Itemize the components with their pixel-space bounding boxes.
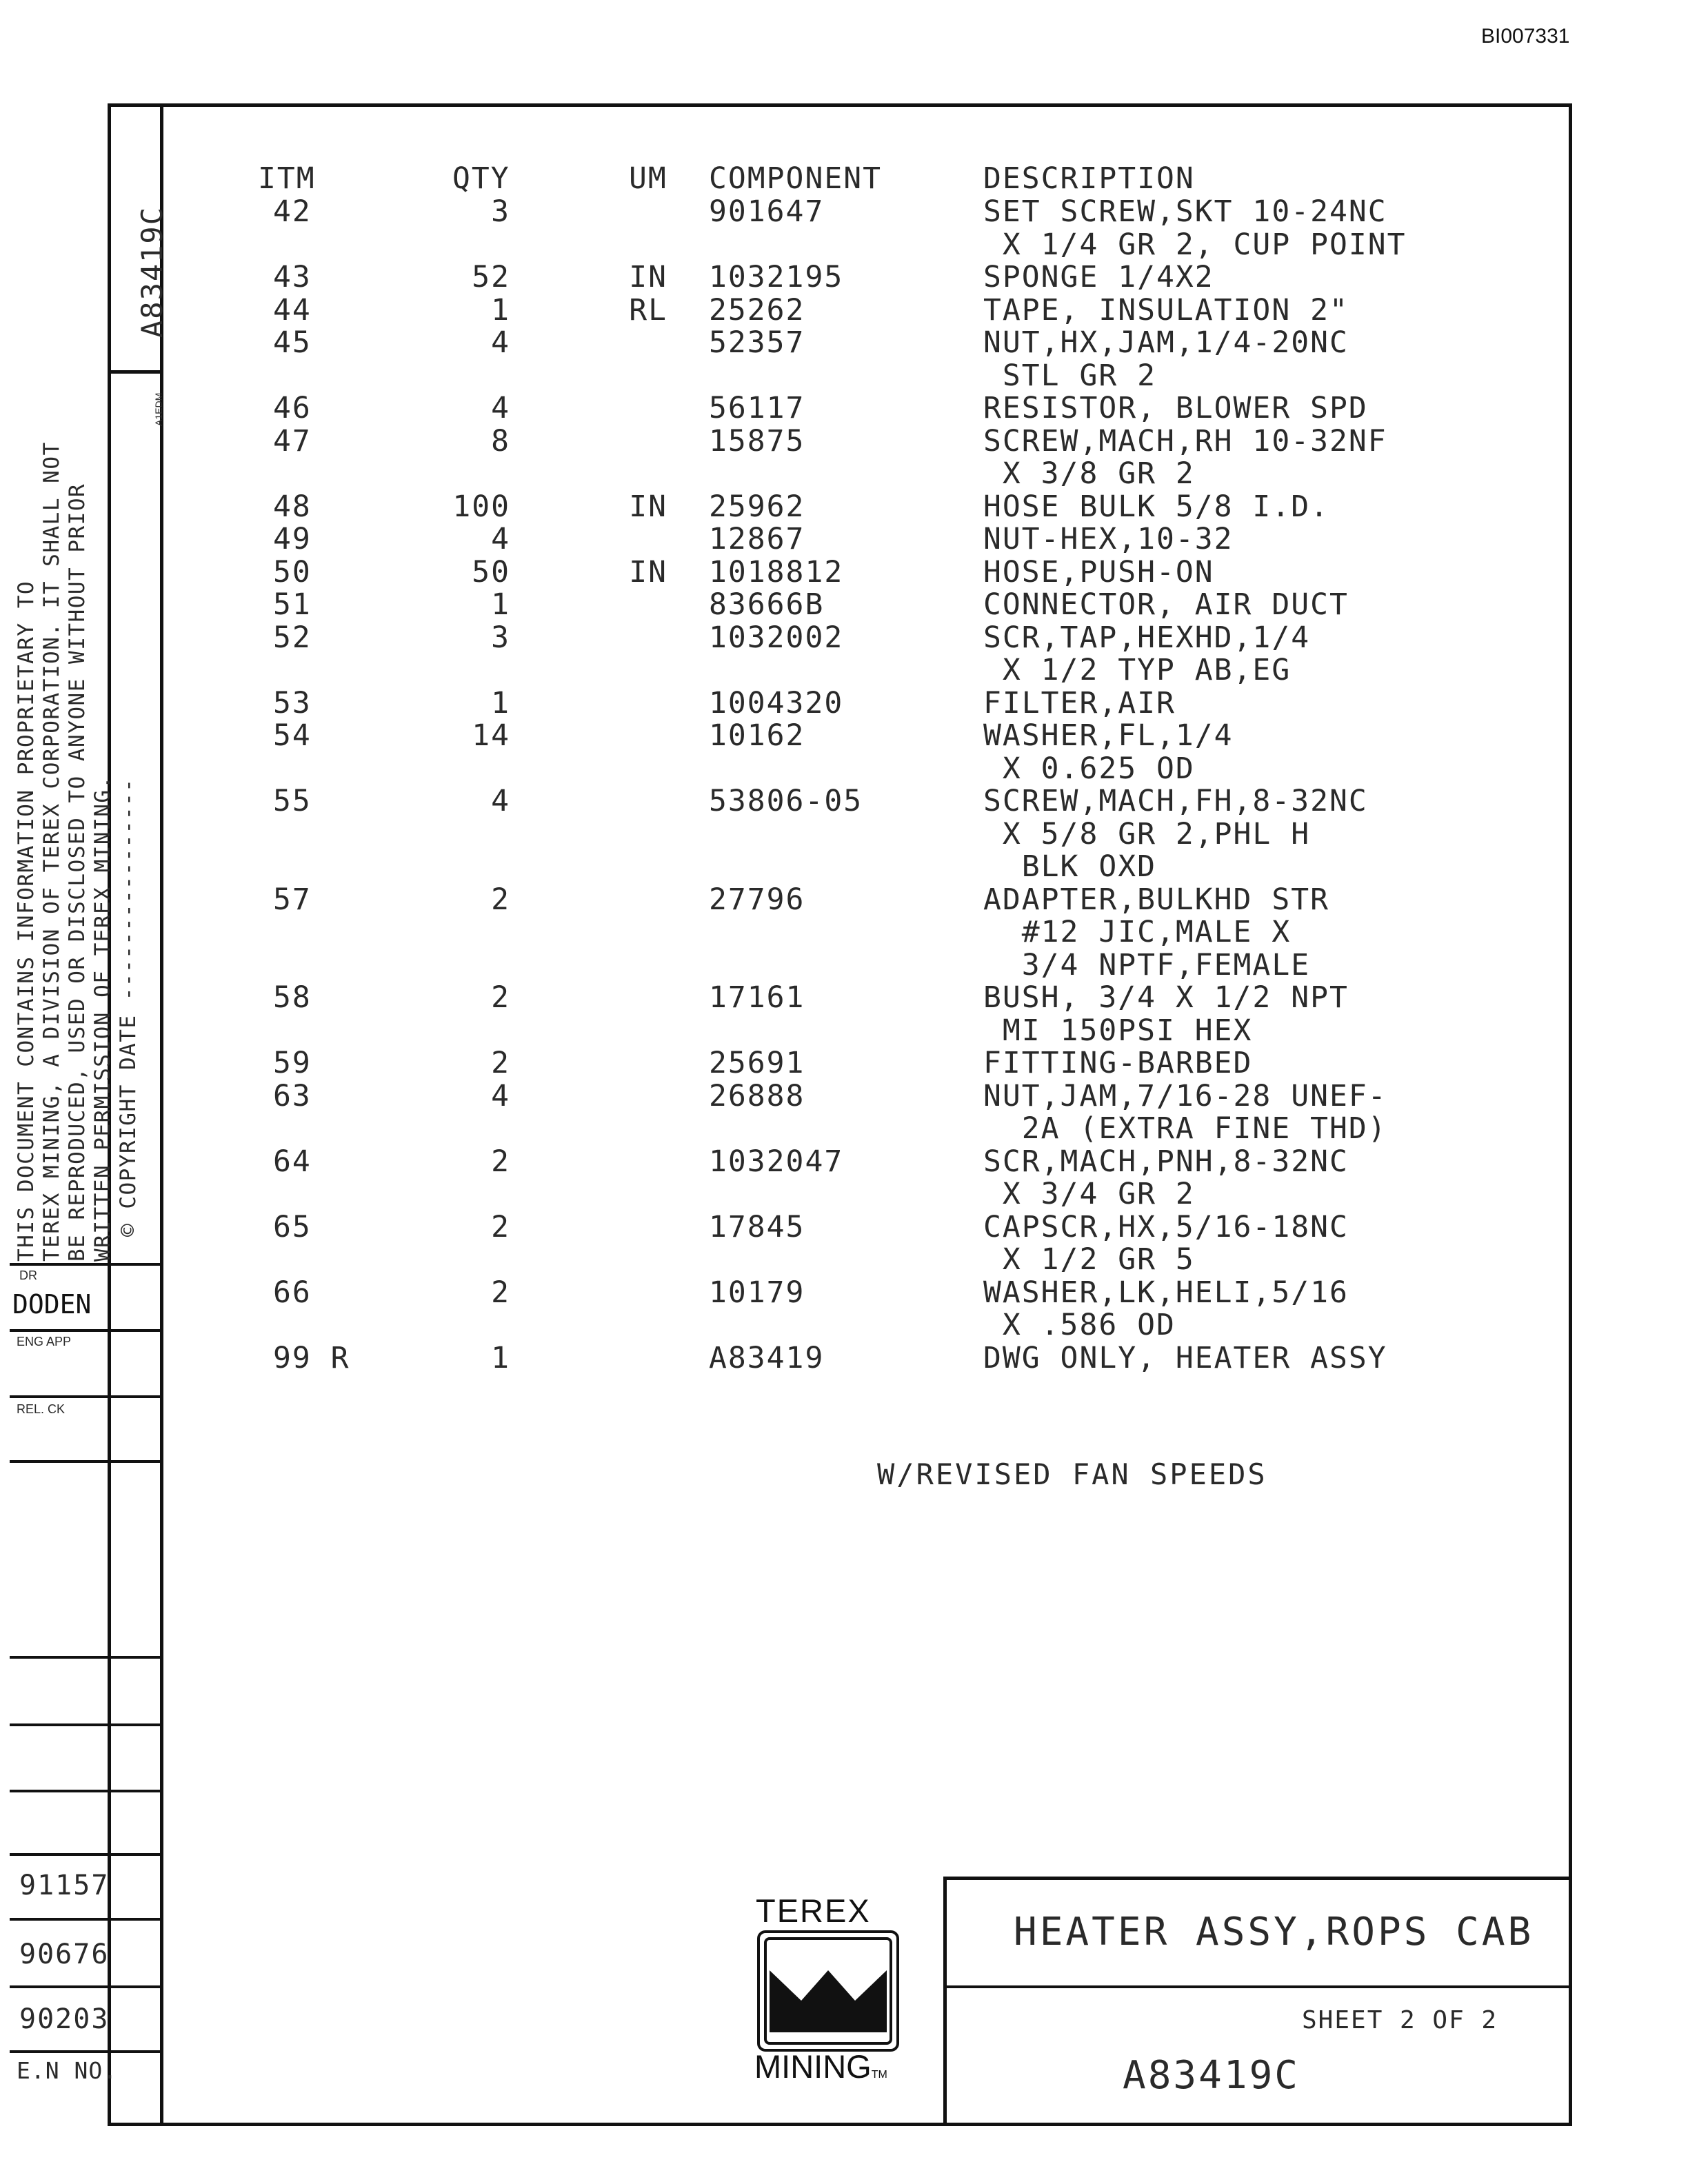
description-line: X 5/8 GR 2,PHL H — [983, 816, 1311, 851]
revision-number: 90203 — [19, 2003, 110, 2035]
proprietary-notice — [14, 441, 141, 1262]
quantity: 2 — [491, 1209, 510, 1244]
description-line: SPONGE 1/4X2 — [983, 260, 1214, 294]
description-line: HOSE,PUSH-ON — [983, 554, 1214, 589]
dr-label: DR — [19, 1268, 37, 1282]
title-block-divider — [943, 1985, 1572, 1988]
document-id: BI007331 — [1481, 25, 1570, 48]
description-line: MI 150PSI HEX — [983, 1013, 1253, 1048]
divider-line — [10, 1263, 163, 1266]
item-number: 57 — [273, 882, 312, 917]
quantity: 1 — [491, 292, 510, 327]
item-number: 50 — [273, 554, 312, 589]
divider-line — [10, 1918, 163, 1921]
component-number: 1018812 — [709, 554, 844, 589]
unit-of-measure: IN — [629, 489, 667, 524]
item-number: 66 — [273, 1275, 312, 1310]
component-number: 56117 — [709, 391, 805, 425]
item-number: 55 — [273, 784, 312, 818]
unit-of-measure: IN — [629, 554, 667, 589]
component-number: 901647 — [709, 194, 825, 229]
description-line: FILTER,AIR — [983, 685, 1176, 720]
description-line: HOSE BULK 5/8 I.D. — [983, 489, 1329, 524]
quantity: 8 — [491, 423, 510, 458]
description-line: SCREW,MACH,FH,8-32NC — [983, 784, 1368, 818]
item-number: 65 — [273, 1209, 312, 1244]
notice-line: THIS DOCUMENT CONTAINS INFORMATION PROPRIETARY TO — [14, 580, 39, 1262]
quantity: 1 — [491, 1340, 510, 1375]
en-no-label: E.N NO. — [17, 2057, 118, 2084]
notice-line: WRITTEN PERMISSION OF TEREX MINING. — [90, 775, 115, 1262]
quantity: 52 — [472, 260, 510, 294]
description-line: SCREW,MACH,RH 10-32NF — [983, 423, 1387, 458]
item-number: 52 — [273, 620, 312, 655]
description-line: X 1/2 GR 5 — [983, 1242, 1195, 1277]
item-number: 43 — [273, 260, 312, 294]
component-number: 27796 — [709, 882, 805, 917]
quantity: 4 — [491, 522, 510, 556]
component-number: 83666B — [709, 587, 825, 622]
divider-line — [10, 1790, 163, 1792]
qty-header: QTY — [452, 161, 510, 196]
trademark-mark: TM — [871, 2069, 887, 2081]
quantity: 50 — [472, 554, 510, 589]
description-line: DWG ONLY, HEATER ASSY — [983, 1340, 1387, 1375]
revision-note: W/REVISED FAN SPEEDS — [877, 1457, 1267, 1491]
divider-line — [10, 1985, 163, 1988]
description-line: NUT,JAM,7/16-28 UNEF- — [983, 1078, 1387, 1113]
description-line: X 0.625 OD — [983, 751, 1195, 786]
item-number: 44 — [273, 292, 312, 327]
component-number: 1004320 — [709, 685, 844, 720]
item-number: 53 — [273, 685, 312, 720]
notice-line: TEREX MINING, A DIVISION OF TEREX CORPORATION. IT SHALL NOT — [39, 441, 64, 1262]
drawing-number: A83419C — [1123, 2053, 1300, 2098]
description-line: 2A (EXTRA FINE THD) — [983, 1111, 1387, 1146]
quantity: 4 — [491, 391, 510, 425]
component-number: 25691 — [709, 1046, 805, 1080]
item-number: 64 — [273, 1144, 312, 1179]
item-number: 51 — [273, 587, 312, 622]
item-number: 59 — [273, 1046, 312, 1080]
description-line: FITTING-BARBED — [983, 1046, 1253, 1080]
description-line: X 1/2 TYP AB,EG — [983, 653, 1292, 687]
divider-line — [10, 1853, 163, 1856]
logo-mining-text: MINING — [754, 2048, 872, 2085]
description-line: CAPSCR,HX,5/16-18NC — [983, 1209, 1349, 1244]
notice-line: © COPYRIGHT DATE ---------------- — [116, 778, 141, 1237]
description-line: SCR,MACH,PNH,8-32NC — [983, 1144, 1349, 1179]
eng-app-label: ENG APP — [17, 1335, 72, 1348]
quantity: 3 — [491, 194, 510, 229]
description-header: DESCRIPTION — [983, 161, 1195, 196]
revision-number: 90676 — [19, 1939, 110, 1970]
item-number: 54 — [273, 718, 312, 753]
notice-line: BE REPRODUCED, USED OR DISCLOSED TO ANYONE WITHOUT PRIOR — [65, 483, 90, 1262]
component-number: 25962 — [709, 489, 805, 524]
terex-crown-logo-icon — [756, 1929, 901, 2053]
item-number: 47 — [273, 423, 312, 458]
description-line: WASHER,FL,1/4 — [983, 718, 1234, 753]
logo-wordmark-mining — [754, 2048, 887, 2085]
component-number: 10179 — [709, 1275, 805, 1310]
description-line: NUT-HEX,10-32 — [983, 522, 1234, 556]
component-number: 17161 — [709, 980, 805, 1015]
unit-of-measure: IN — [629, 260, 667, 294]
description-line: NUT,HX,JAM,1/4-20NC — [983, 325, 1349, 360]
quantity: 100 — [452, 489, 510, 524]
unit-of-measure: RL — [629, 292, 667, 327]
item-number: 99 R — [273, 1340, 350, 1375]
quantity: 2 — [491, 1144, 510, 1179]
quantity: 2 — [491, 1275, 510, 1310]
component-number: 10162 — [709, 718, 805, 753]
sheet-number: SHEET 2 OF 2 — [1302, 2006, 1498, 2034]
item-number: 45 — [273, 325, 312, 360]
quantity: 2 — [491, 1046, 510, 1080]
description-line: CONNECTOR, AIR DUCT — [983, 587, 1349, 622]
description-line: BUSH, 3/4 X 1/2 NPT — [983, 980, 1349, 1015]
item-number: 49 — [273, 522, 312, 556]
drafter-name: DODEN — [12, 1289, 92, 1320]
component-number: 1032047 — [709, 1144, 844, 1179]
component-number: 1032195 — [709, 260, 844, 294]
component-number: A83419 — [709, 1340, 825, 1375]
item-number: 42 — [273, 194, 312, 229]
quantity: 14 — [472, 718, 510, 753]
component-number: 12867 — [709, 522, 805, 556]
drawing-number-vertical: A83419C — [135, 205, 169, 338]
description-line: #12 JIC,MALE X — [983, 915, 1292, 949]
description-line: X 3/4 GR 2 — [983, 1177, 1195, 1211]
logo-wordmark-terex: TEREX — [756, 1892, 871, 1929]
description-line: WASHER,LK,HELI,5/16 — [983, 1275, 1349, 1310]
sheet-size-marker: A1EDM — [153, 392, 164, 426]
component-number: 53806-05 — [709, 784, 863, 818]
description-line: X 3/8 GR 2 — [983, 456, 1195, 491]
divider-line — [10, 1656, 163, 1659]
component-number: 1032002 — [709, 620, 844, 655]
item-number: 46 — [273, 391, 312, 425]
rel-ck-label: REL. CK — [17, 1402, 66, 1416]
item-number: 58 — [273, 980, 312, 1015]
quantity: 1 — [491, 685, 510, 720]
description-line: X 1/4 GR 2, CUP POINT — [983, 227, 1407, 262]
divider-line — [10, 1723, 163, 1726]
item-number: 48 — [273, 489, 312, 524]
divider-line — [10, 1329, 163, 1332]
quantity: 4 — [491, 325, 510, 360]
quantity: 2 — [491, 980, 510, 1015]
component-header: COMPONENT — [709, 161, 882, 196]
divider-line — [10, 1395, 163, 1398]
description-line: STL GR 2 — [983, 358, 1156, 393]
um-header: UM — [629, 161, 667, 196]
divider-line — [10, 1460, 163, 1463]
component-number: 15875 — [709, 423, 805, 458]
quantity: 1 — [491, 587, 510, 622]
divider-line — [10, 2050, 163, 2053]
component-number: 26888 — [709, 1078, 805, 1113]
description-line: SCR,TAP,HEXHD,1/4 — [983, 620, 1311, 655]
component-number: 52357 — [709, 325, 805, 360]
description-line: ADAPTER,BULKHD STR — [983, 882, 1329, 917]
description-line: TAPE, INSULATION 2" — [983, 292, 1349, 327]
quantity: 2 — [491, 882, 510, 917]
description-line: 3/4 NPTF,FEMALE — [983, 947, 1311, 982]
description-line: SET SCREW,SKT 10-24NC — [983, 194, 1387, 229]
quantity: 4 — [491, 784, 510, 818]
drawing-title: HEATER ASSY,ROPS CAB — [1014, 1910, 1534, 1954]
description-line: RESISTOR, BLOWER SPD — [983, 391, 1368, 425]
component-number: 25262 — [709, 292, 805, 327]
component-number: 17845 — [709, 1209, 805, 1244]
itm-header: ITM — [258, 161, 316, 196]
quantity: 4 — [491, 1078, 510, 1113]
quantity: 3 — [491, 620, 510, 655]
item-number: 63 — [273, 1078, 312, 1113]
revision-number: 91157 — [19, 1870, 110, 1901]
description-line: X .586 OD — [983, 1308, 1176, 1342]
description-line: BLK OXD — [983, 849, 1156, 884]
